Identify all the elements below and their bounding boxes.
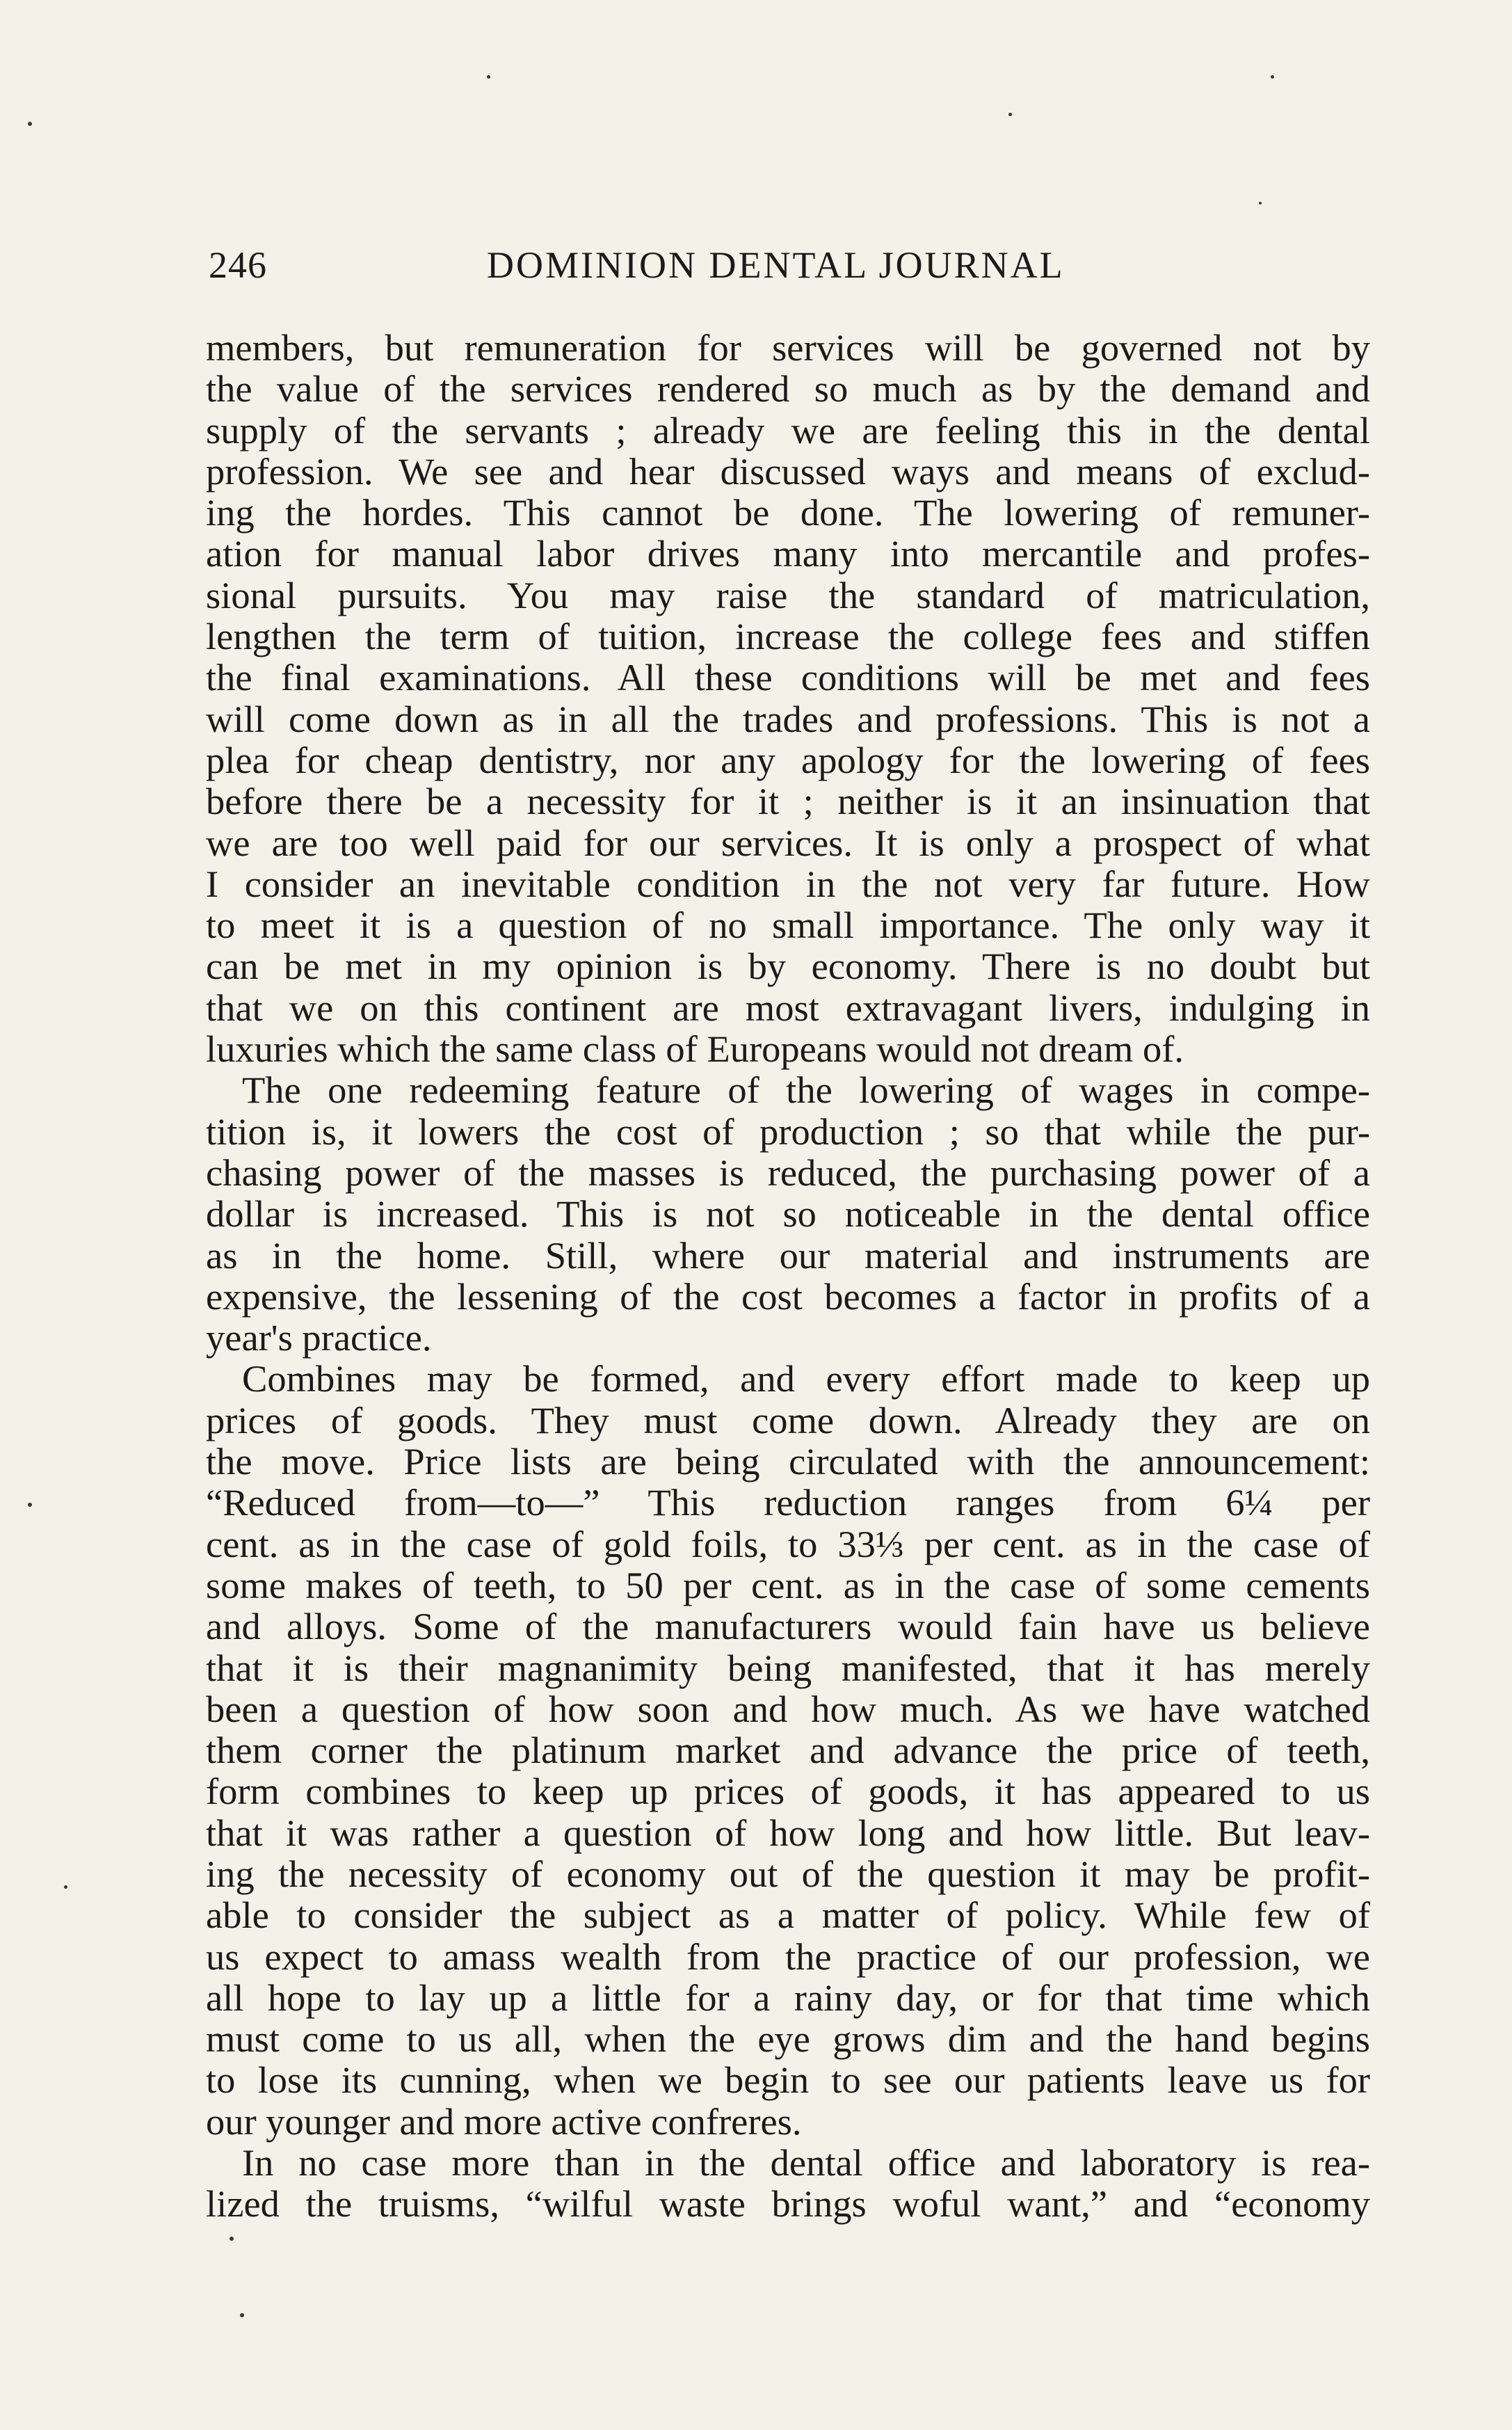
- scan-speck: [487, 75, 490, 79]
- text-line: supply of the servants ; already we are feeling this in the dental: [206, 408, 1370, 451]
- text-line: lengthen the term of tuition, increase the college fees and stiffen: [206, 615, 1370, 658]
- text-line: luxuries which the same class of Europeans would not dream of.: [206, 1028, 1184, 1071]
- text-line: that we on this continent are most extravagant livers, indulging in: [206, 986, 1370, 1029]
- scan-speck: [1259, 202, 1262, 205]
- text-line: some makes of teeth, to 50 per cent. as in the case of some cements: [206, 1563, 1370, 1606]
- text-line: us expect to amass wealth from the practice of our profession, we: [206, 1935, 1370, 1978]
- text-line: will come down as in all the trades and professions. This is not a: [206, 697, 1370, 740]
- scan-speck: [1008, 113, 1012, 116]
- text-line: that it is their magnanimity being manifested, that it has merely: [206, 1646, 1370, 1689]
- text-line: I consider an inevitable condition in the not very far future. How: [206, 862, 1370, 905]
- text-line: prices of goods. They must come down. Already they are on: [206, 1398, 1370, 1441]
- scan-speck: [64, 1885, 67, 1889]
- page-header: [209, 243, 1370, 299]
- text-line: to meet it is a question of no small importance. The only way it: [206, 904, 1370, 947]
- text-line: our younger and more active confreres.: [206, 2100, 802, 2143]
- text-line: and alloys. Some of the manufacturers would fain have us believe: [206, 1605, 1370, 1648]
- scan-speck: [240, 2313, 244, 2317]
- text-line: that it was rather a question of how long and how little. But leav-: [206, 1811, 1370, 1854]
- text-line: must come to us all, when the eye grows dim and the hand begins: [206, 2017, 1370, 2061]
- text-line: as in the home. Still, where our material and instruments are: [206, 1233, 1370, 1277]
- text-line: form combines to keep up prices of goods, it has appeared to us: [206, 1770, 1370, 1813]
- text-line: “Reduced from—to—” This reduction ranges from 6¼ per: [206, 1481, 1370, 1524]
- text-line: tition is, it lowers the cost of production ; so that while the pur-: [206, 1110, 1370, 1153]
- text-line: lized the truisms, “wilful waste brings woful want,” and “economy: [206, 2182, 1370, 2225]
- scan-speck: [28, 1503, 32, 1507]
- text-line: the final examinations. All these conditions will be met and fees: [206, 656, 1370, 699]
- text-line: dollar is increased. This is not so noticeable in the dental office: [206, 1192, 1370, 1236]
- text-line: we are too well paid for our services. It is only a prospect of what: [206, 821, 1370, 864]
- scan-speck: [1271, 75, 1274, 79]
- text-line: In no case more than in the dental office and laboratory is rea-: [242, 2141, 1370, 2184]
- text-line: able to consider the subject as a matter of policy. While few of: [206, 1894, 1370, 1937]
- text-line: year's practice.: [206, 1316, 432, 1359]
- text-line: been a question of how soon and how much. As we have watched: [206, 1687, 1370, 1730]
- text-line: to lose its cunning, when we begin to see our patients leave us for: [206, 2059, 1370, 2102]
- text-line: profession. We see and hear discussed ways and means of exclud-: [206, 449, 1370, 493]
- text-line: ing the necessity of economy out of the question it may be profit-: [206, 1852, 1370, 1895]
- text-line: ing the hordes. This cannot be done. The lowering of remuner-: [206, 491, 1370, 534]
- text-line: expensive, the lessening of the cost becomes a factor in profits of a: [206, 1274, 1370, 1318]
- text-line: the value of the services rendered so much as by the demand and: [206, 367, 1370, 410]
- article-body: [206, 327, 1370, 2225]
- text-line: sional pursuits. You may raise the standard of matriculation,: [206, 573, 1370, 616]
- text-line: the move. Price lists are being circulated with the announcement:: [206, 1440, 1370, 1483]
- text-line: can be met in my opinion is by economy. There is no doubt but: [206, 945, 1370, 988]
- text-line: cent. as in the case of gold foils, to 33⅓ per cent. as in the case of: [206, 1522, 1370, 1565]
- page-number: 246: [209, 244, 267, 286]
- text-line: The one redeeming feature of the lowering of wages in compe-: [242, 1069, 1370, 1112]
- text-line: plea for cheap dentistry, nor any apology for the lowering of fees: [206, 738, 1370, 781]
- text-line: members, but remuneration for services will be governed not by: [206, 326, 1370, 369]
- scan-speck: [28, 122, 32, 126]
- scan-speck: [230, 2237, 234, 2241]
- text-line: before there be a necessity for it ; neither is it an insinuation that: [206, 780, 1370, 823]
- text-line: chasing power of the masses is reduced, the purchasing power of a: [206, 1151, 1370, 1194]
- text-line: Combines may be formed, and every effort made to keep up: [242, 1357, 1370, 1400]
- running-head: DOMINION DENTAL JOURNAL: [487, 244, 1065, 286]
- text-line: ation for manual labor drives many into mercantile and profes-: [206, 532, 1370, 575]
- text-line: them corner the platinum market and advance the price of teeth,: [206, 1729, 1370, 1772]
- text-line: all hope to lay up a little for a rainy day, or for that time which: [206, 1976, 1370, 2019]
